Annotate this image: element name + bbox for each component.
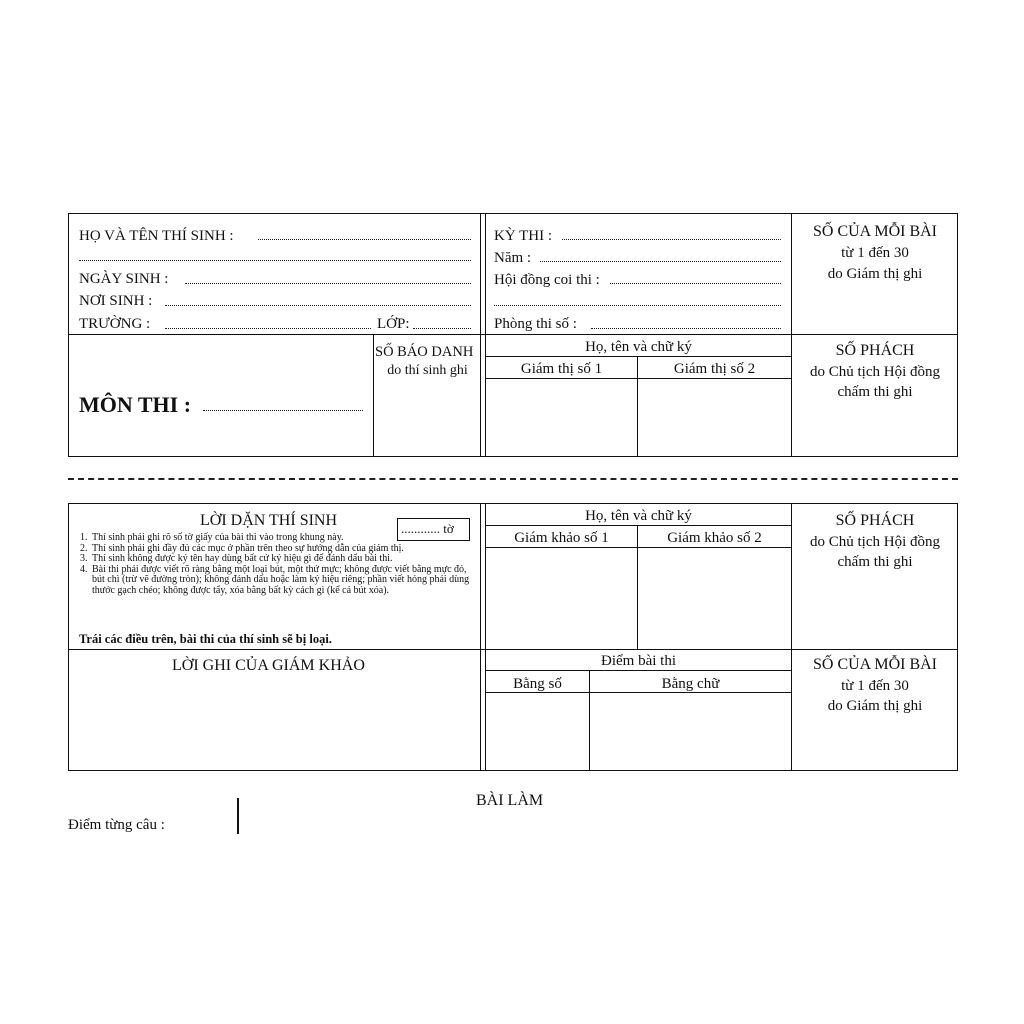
school-field[interactable] [165,328,371,329]
disqualification-warning: Trái các điều trên, bài thi của thí sinh sẽ bị loại. [79,632,332,646]
instructions-title: LỜI DẶN THÍ SINH [200,512,338,529]
grader-1-label: Giám khảo số 1 [514,530,609,546]
grader-comments-area[interactable] [70,680,478,769]
proctor-1-label: Giám thị số 1 [520,361,603,377]
proctors-header-line [486,356,791,357]
birth-place-label: NƠI SINH : [79,293,153,309]
instruction-item: 2. Thí sinh phải ghi đầy đủ các mục ở phần trên theo sự hướng dẫn của giám thị. [80,542,404,554]
candidate-name-label: HỌ VÀ TÊN THÍ SINH : [79,228,234,244]
instruction-item: 4. Bài thi phải được viết rõ ràng bằng một loại bút, một thứ mực; không được viết bằng mực đỏ, bút chì (trừ vẽ đường tròn); không đánh dấu hoặc làm ký hiệu riêng; phần viết hỏng phải dùng thước gạch chéo; không được tẩy, xóa bằng bất kỳ cách gì (kể cả bút xóa). [80,563,470,596]
council-field[interactable] [610,283,781,284]
score-words-label: Bằng chữ [661,676,720,692]
paper-number-by: do Giám thị ghi [827,266,923,282]
birth-date-label: NGÀY SINH : [79,271,169,287]
grader-1-signature-box[interactable] [487,549,636,648]
birth-place-field[interactable] [165,305,471,306]
paper-number-by: do Giám thị ghi [827,698,923,714]
class-field[interactable] [413,328,471,329]
year-label: Năm : [494,250,532,266]
candidate-number-title: SỐ BÁO DANH [375,344,474,360]
council-label: Hội đồng coi thi : [494,272,600,288]
graders-header-line [486,525,791,526]
score-words-box[interactable] [591,694,790,770]
grader-2-signature-box[interactable] [639,549,790,648]
proctors-header: Họ, tên và chữ ký [585,339,692,355]
paper-number-title: SỐ CỦA MỖI BÀI [812,656,937,673]
paper-number-range: từ 1 đến 30 [841,245,909,261]
per-question-score-label: Điểm từng câu : [68,817,165,833]
birth-date-field[interactable] [185,283,471,284]
code-by-line2: chấm thi ghi [837,554,913,570]
paper-number-range: từ 1 đến 30 [841,678,909,694]
row-divider [68,334,958,335]
room-label: Phòng thi số : [494,316,577,332]
class-label: LỚP: [377,316,410,332]
council-field-line2[interactable] [494,305,781,306]
exam-label: KỲ THI : [494,228,553,244]
column-divider [485,213,486,457]
code-title: SỐ PHÁCH [835,512,915,529]
code-by-line1: do Chủ tịch Hội đồng [810,534,940,550]
column-divider [480,213,481,457]
score-header-line [486,670,791,671]
code-by-line2: chấm thi ghi [837,384,913,400]
row-divider [68,649,958,650]
school-label: TRƯỜNG : [79,316,151,332]
proctor-2-label: Giám thị số 2 [673,361,756,377]
instructions-list [80,533,472,596]
room-field[interactable] [591,328,781,329]
candidate-name-field-line2[interactable] [79,260,471,261]
grader-comments-title: LỜI GHI CỦA GIÁM KHẢO [172,657,365,674]
proctor-2-signature-box[interactable] [639,380,790,456]
graders-header: Họ, tên và chữ ký [585,508,692,524]
candidate-number-divider [373,334,374,457]
column-divider [480,503,481,771]
score-numbers-label: Bằng số [513,676,562,692]
work-title: BÀI LÀM [476,792,544,809]
instruction-item: 3. Thí sinh không được ký tên hay dùng bất cứ ký hiệu gì để đánh dấu bài thi. [80,553,393,564]
graders-label-line [486,547,791,548]
cut-line [68,478,958,480]
candidate-number-by: do thí sinh ghi [387,363,468,378]
sheet-count-text: ............ tờ [401,521,454,536]
score-margin-line [237,798,239,834]
exam-field[interactable] [562,239,781,240]
proctor-1-signature-box[interactable] [487,380,636,456]
paper-number-title: SỐ CỦA MỖI BÀI [812,223,937,240]
proctors-label-line [486,378,791,379]
score-numbers-box[interactable] [487,694,588,770]
year-field[interactable] [540,261,781,262]
code-by-line1: do Chủ tịch Hội đồng [810,364,940,380]
instruction-item: 1. Thí sinh phải ghi rõ số tờ giấy của bài thi vào trong khung này. [80,532,344,543]
subject-field[interactable] [203,410,363,411]
subject-label: MÔN THI : [79,392,192,417]
grader-2-label: Giám khảo số 2 [667,530,762,546]
score-header: Điểm bài thi [601,653,676,669]
candidate-name-field[interactable] [258,239,471,240]
code-title: SỐ PHÁCH [835,342,915,359]
